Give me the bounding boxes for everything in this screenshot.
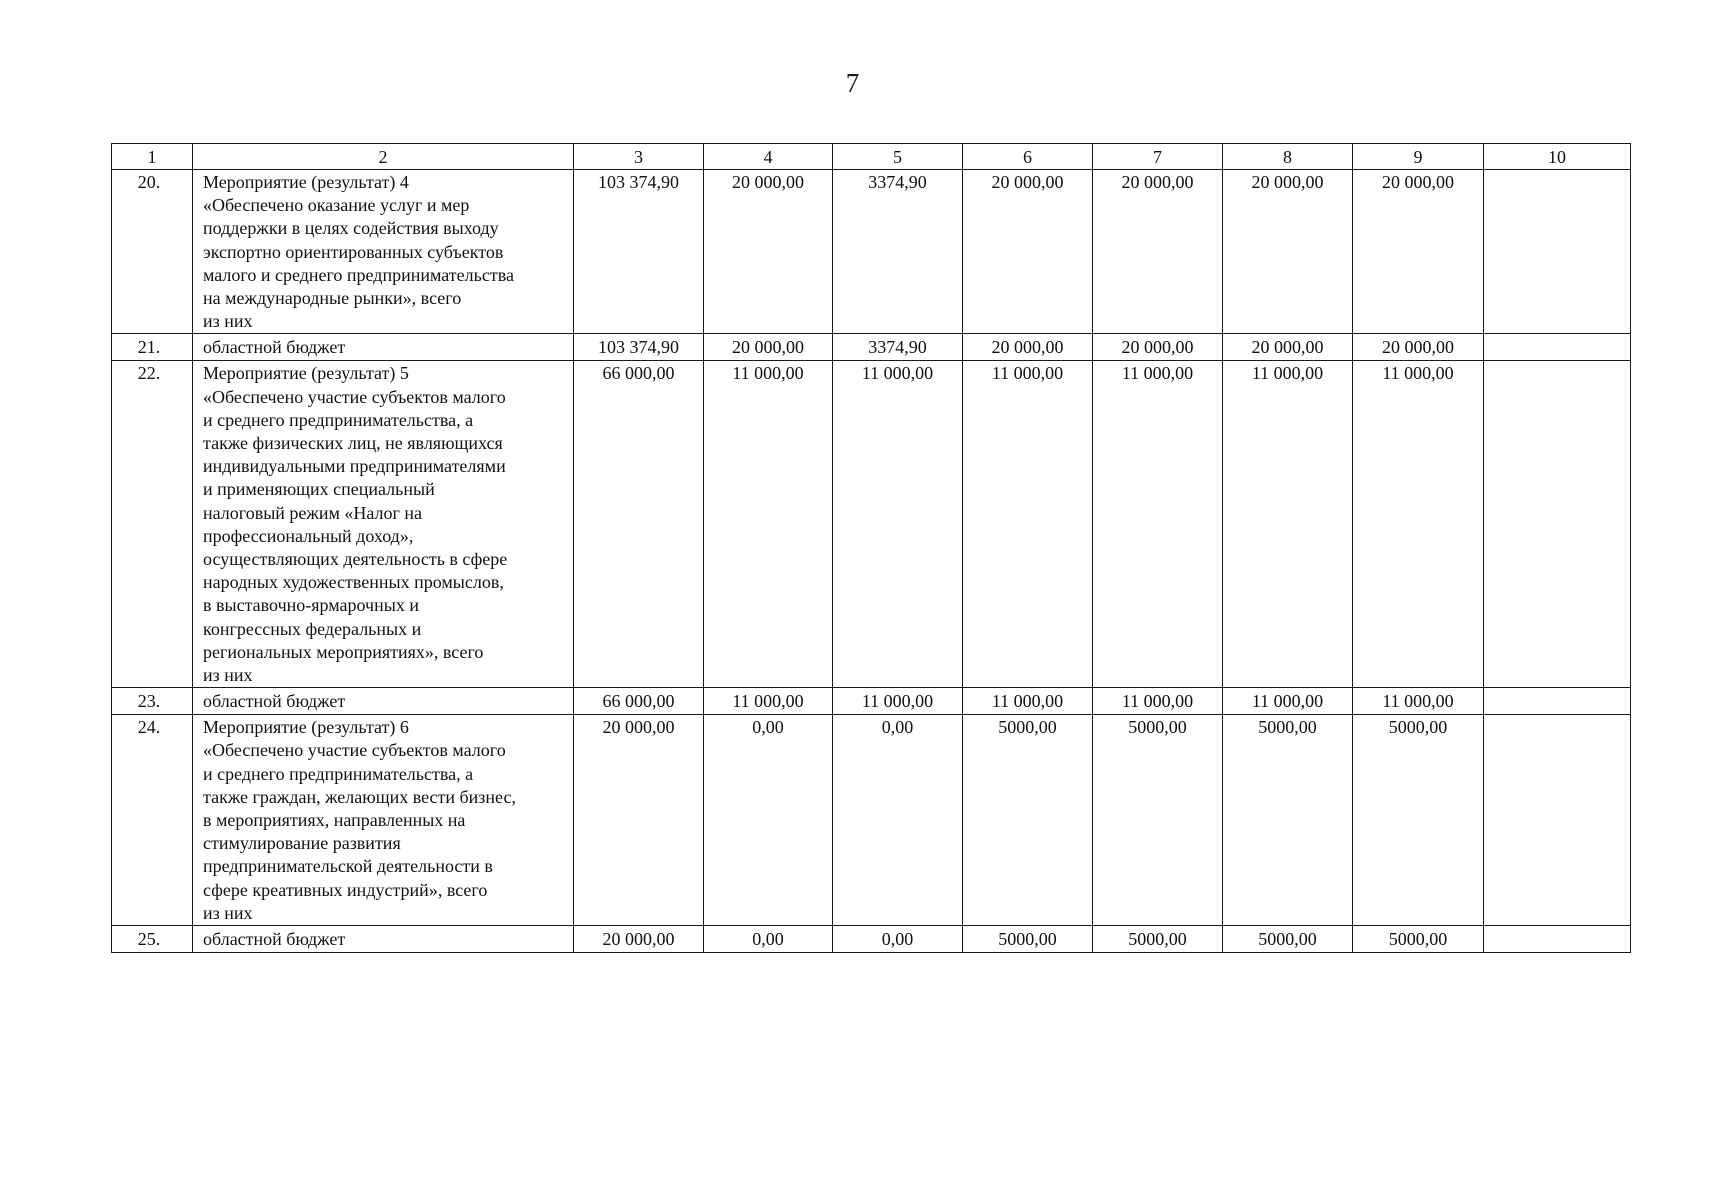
page-number: 7	[845, 68, 860, 98]
value-cell-col-10	[1484, 170, 1631, 334]
value-cell-col-7: 11 000,00	[1093, 361, 1223, 688]
table-row	[112, 170, 1631, 334]
value-cell-col-10	[1484, 688, 1631, 715]
header-cell-col-3: 3	[574, 144, 704, 170]
value-cell-col-8: 11 000,00	[1223, 688, 1353, 715]
value-cell-col-5: 3374,90	[833, 170, 963, 334]
description-cell	[193, 170, 574, 334]
value-cell-col-4: 20 000,00	[704, 170, 833, 334]
row-number-cell: 22.	[112, 361, 193, 688]
description-line: из них	[203, 902, 253, 923]
description-line: из них	[203, 665, 253, 686]
value-cell-col-6: 11 000,00	[963, 361, 1093, 688]
description-line: областной бюджет	[203, 691, 346, 712]
value-cell-col-8: 20 000,00	[1223, 334, 1353, 361]
value-cell-col-7: 20 000,00	[1093, 334, 1223, 361]
value-cell-col-4: 0,00	[704, 926, 833, 953]
description-line: «Обеспечено участие субъектов малого	[203, 740, 506, 761]
value-cell-col-3: 103 374,90	[574, 170, 704, 334]
value-cell-col-5: 0,00	[833, 715, 963, 926]
value-cell-col-10	[1484, 926, 1631, 953]
header-cell-col-7: 7	[1093, 144, 1223, 170]
value-cell-col-6: 11 000,00	[963, 688, 1093, 715]
description-line: в выставочно-ярмарочных и	[203, 595, 419, 616]
table-header-row	[112, 144, 1631, 170]
value-cell-col-5: 11 000,00	[833, 361, 963, 688]
description-line: из них	[203, 311, 253, 332]
description-line: также граждан, желающих вести бизнес,	[203, 786, 516, 807]
table-row	[112, 361, 1631, 688]
value-cell-col-4: 11 000,00	[704, 361, 833, 688]
header-cell-col-10: 10	[1484, 144, 1631, 170]
value-cell-col-7: 5000,00	[1093, 926, 1223, 953]
description-line: региональных мероприятиях», всего	[203, 641, 484, 662]
description-line: и применяющих специальный	[203, 479, 435, 500]
value-cell-col-6: 20 000,00	[963, 170, 1093, 334]
description-line: осуществляющих деятельность в сфере	[203, 549, 508, 570]
description-line: стимулирование развития	[203, 833, 401, 854]
description-line: налоговый режим «Налог на	[203, 502, 423, 523]
row-number-cell: 20.	[112, 170, 193, 334]
description-line: Мероприятие (результат) 4	[203, 172, 409, 192]
description-line: сфере креативных индустрий», всего	[203, 879, 488, 900]
value-cell-col-9: 20 000,00	[1353, 170, 1484, 334]
value-cell-col-7: 5000,00	[1093, 715, 1223, 926]
value-cell-col-9: 5000,00	[1353, 926, 1484, 953]
description-line: профессиональный доход»,	[203, 525, 414, 546]
value-cell-col-6: 5000,00	[963, 715, 1093, 926]
description-cell	[193, 334, 574, 361]
value-cell-col-6: 20 000,00	[963, 334, 1093, 361]
description-line: областной бюджет	[203, 337, 346, 358]
header-cell-col-9: 9	[1353, 144, 1484, 170]
value-cell-col-4: 20 000,00	[704, 334, 833, 361]
header-cell-col-5: 5	[833, 144, 963, 170]
description-line: на международные рынки», всего	[203, 288, 462, 309]
description-line: экспортно ориентированных субъектов	[203, 241, 504, 262]
description-line: «Обеспечено оказание услуг и мер	[203, 195, 470, 216]
value-cell-col-10	[1484, 715, 1631, 926]
description-cell	[193, 688, 574, 715]
table-row	[112, 715, 1631, 926]
description-line: предпринимательской деятельности в	[203, 856, 493, 877]
value-cell-col-5: 11 000,00	[833, 688, 963, 715]
value-cell-col-10	[1484, 361, 1631, 688]
table-row	[112, 688, 1631, 715]
value-cell-col-8: 5000,00	[1223, 926, 1353, 953]
value-cell-col-8: 5000,00	[1223, 715, 1353, 926]
header-cell-col-6: 6	[963, 144, 1093, 170]
value-cell-col-3: 66 000,00	[574, 688, 704, 715]
value-cell-col-10	[1484, 334, 1631, 361]
description-line: в мероприятиях, направленных на	[203, 810, 466, 831]
description-line: индивидуальными предпринимателями	[203, 456, 506, 477]
description-line: также физических лиц, не являющихся	[203, 433, 503, 454]
value-cell-col-7: 20 000,00	[1093, 170, 1223, 334]
value-cell-col-8: 20 000,00	[1223, 170, 1353, 334]
value-cell-col-4: 11 000,00	[704, 688, 833, 715]
description-line: и среднего предпринимательства, а	[203, 409, 474, 430]
value-cell-col-3: 20 000,00	[574, 715, 704, 926]
description-line: и среднего предпринимательства, а	[203, 763, 474, 784]
table-row	[112, 926, 1631, 953]
value-cell-col-3: 103 374,90	[574, 334, 704, 361]
row-number-cell: 25.	[112, 926, 193, 953]
row-number-cell: 21.	[112, 334, 193, 361]
table-row	[112, 334, 1631, 361]
description-cell	[193, 361, 574, 688]
row-number-cell: 24.	[112, 715, 193, 926]
value-cell-col-5: 3374,90	[833, 334, 963, 361]
row-number-cell: 23.	[112, 688, 193, 715]
description-line: Мероприятие (результат) 6	[203, 717, 409, 738]
header-cell-col-2: 2	[193, 144, 574, 170]
description-cell	[193, 926, 574, 953]
description-line: областной бюджет	[203, 929, 346, 950]
value-cell-col-6: 5000,00	[963, 926, 1093, 953]
value-cell-col-9: 11 000,00	[1353, 688, 1484, 715]
header-cell-col-4: 4	[704, 144, 833, 170]
value-cell-col-3: 66 000,00	[574, 361, 704, 688]
value-cell-col-8: 11 000,00	[1223, 361, 1353, 688]
value-cell-col-7: 11 000,00	[1093, 688, 1223, 715]
value-cell-col-9: 5000,00	[1353, 715, 1484, 926]
description-line: «Обеспечено участие субъектов малого	[203, 386, 506, 407]
budget-table	[111, 143, 1631, 953]
value-cell-col-5: 0,00	[833, 926, 963, 953]
value-cell-col-9: 11 000,00	[1353, 361, 1484, 688]
header-cell-col-1: 1	[112, 144, 193, 170]
description-cell	[193, 715, 574, 926]
value-cell-col-3: 20 000,00	[574, 926, 704, 953]
description-line: малого и среднего предпринимательства	[203, 264, 514, 285]
description-line: конгрессных федеральных и	[203, 618, 422, 639]
header-cell-col-8: 8	[1223, 144, 1353, 170]
value-cell-col-4: 0,00	[704, 715, 833, 926]
description-line: поддержки в целях содействия выходу	[203, 218, 499, 239]
value-cell-col-9: 20 000,00	[1353, 334, 1484, 361]
description-line: народных художественных промыслов,	[203, 572, 504, 593]
description-line: Мероприятие (результат) 5	[203, 363, 409, 384]
